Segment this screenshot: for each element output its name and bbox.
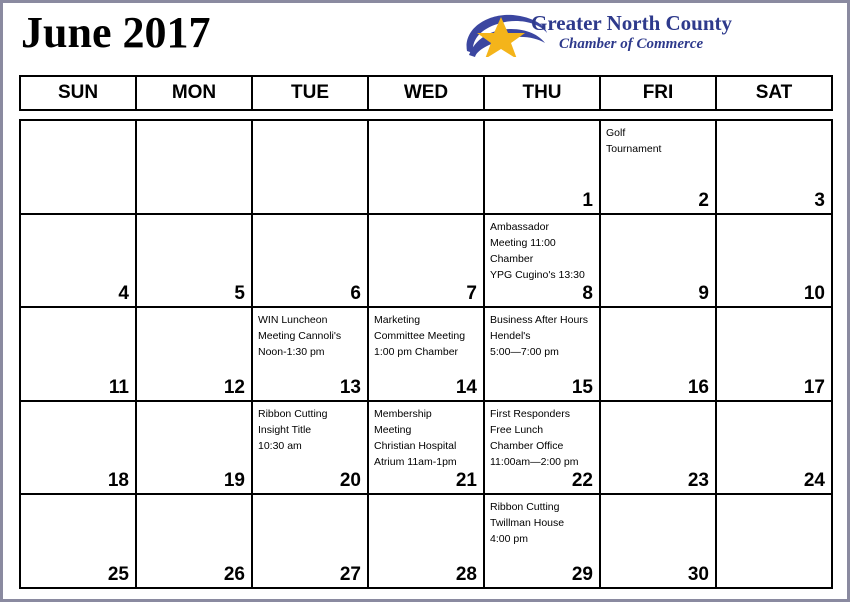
day-number: 23 (687, 470, 709, 492)
calendar-day-cell[interactable] (21, 495, 137, 587)
day-number: 25 (107, 563, 129, 585)
day-name-mon: MON (137, 77, 253, 109)
calendar-day-cell[interactable] (369, 308, 485, 400)
calendar-week-row (21, 495, 831, 587)
event-line: YPG Cugino's 13:30 (490, 268, 585, 281)
event-line: Business After Hours (490, 314, 589, 327)
calendar-day-cell[interactable] (485, 215, 601, 307)
day-number: 24 (803, 470, 825, 492)
day-number: 20 (339, 470, 361, 492)
day-number: 1 (582, 189, 593, 211)
calendar-day-cell[interactable] (601, 215, 717, 307)
event-line: Noon-1:30 pm (258, 346, 325, 359)
event-line: 1:00 pm Chamber (374, 346, 459, 359)
chamber-logo (461, 9, 771, 61)
calendar-day-cell[interactable] (601, 308, 717, 400)
day-number: 15 (571, 376, 593, 398)
day-name-tue: TUE (253, 77, 369, 109)
event-line: First Responders (490, 407, 570, 420)
day-events (258, 312, 364, 360)
logo-line-1: Greater North County (531, 11, 733, 35)
calendar-week-row (21, 215, 831, 309)
calendar-day-cell[interactable] (717, 402, 831, 494)
day-number: 26 (223, 563, 245, 585)
calendar-day-cell[interactable] (485, 402, 601, 494)
day-number: 5 (234, 283, 245, 305)
day-number: 8 (582, 283, 593, 305)
page-title: June 2017 (21, 8, 211, 57)
calendar-day-cell[interactable] (253, 402, 369, 494)
calendar-day-cell[interactable] (253, 495, 369, 587)
calendar-header (9, 7, 841, 69)
event-line: Chamber (490, 252, 534, 265)
day-number: 21 (455, 470, 477, 492)
event-line: Hendel's (490, 330, 531, 343)
logo-line-2: Chamber of Commerce (559, 36, 704, 52)
day-number: 3 (814, 189, 825, 211)
day-events (490, 406, 596, 470)
event-line: Golf (606, 127, 626, 139)
calendar-day-cell[interactable] (369, 121, 485, 213)
event-line: Atrium 11am-1pm (374, 455, 457, 468)
calendar-week-row (21, 308, 831, 402)
calendar-day-cell[interactable] (253, 215, 369, 307)
event-line: Membership (374, 407, 432, 420)
calendar-day-cell[interactable] (137, 495, 253, 587)
calendar-week-row (21, 402, 831, 496)
day-number: 13 (339, 376, 361, 398)
day-events (258, 406, 364, 454)
calendar-grid (19, 119, 833, 589)
day-number: 18 (107, 470, 129, 492)
day-number: 11 (108, 376, 129, 398)
calendar-day-cell[interactable] (717, 215, 831, 307)
logo-text (531, 11, 771, 53)
day-number: 16 (687, 376, 709, 398)
event-line: Ambassador (490, 220, 549, 233)
event-line: Twillman House (490, 517, 565, 530)
calendar-day-cell[interactable] (601, 121, 717, 213)
day-events (490, 219, 596, 283)
day-number: 22 (571, 470, 593, 492)
calendar-day-cell[interactable] (601, 402, 717, 494)
day-events (374, 406, 480, 470)
calendar-day-cell[interactable] (485, 495, 601, 587)
day-number: 27 (339, 563, 361, 585)
day-number: 29 (571, 563, 593, 585)
day-name-wed: WED (369, 77, 485, 109)
day-name-row (19, 75, 833, 111)
day-number: 10 (803, 283, 825, 305)
calendar-day-cell[interactable] (21, 215, 137, 307)
calendar-day-cell[interactable] (369, 402, 485, 494)
day-number: 4 (118, 283, 129, 305)
calendar-day-cell[interactable] (137, 308, 253, 400)
event-line: 11:00am—2:00 pm (490, 455, 579, 468)
calendar-day-cell[interactable] (137, 402, 253, 494)
day-events (490, 499, 596, 547)
event-line: 10:30 am (258, 439, 302, 452)
event-line: Chamber Office (490, 439, 564, 452)
event-line: 4:00 pm (490, 533, 528, 546)
calendar-sheet (9, 7, 841, 595)
day-events (374, 312, 480, 360)
day-number: 17 (803, 376, 825, 398)
event-line: WIN Luncheon (258, 314, 328, 327)
calendar-day-cell[interactable] (601, 495, 717, 587)
event-line: Ribbon Cutting (490, 501, 560, 514)
event-line: Meeting Cannoli's (258, 330, 342, 343)
day-number: 9 (698, 283, 709, 305)
event-line: 5:00—7:00 pm (490, 346, 559, 359)
calendar-week-row (21, 121, 831, 215)
calendar-day-cell[interactable] (253, 121, 369, 213)
day-number: 12 (223, 376, 245, 398)
calendar-day-cell[interactable] (485, 121, 601, 213)
day-number: 2 (698, 189, 709, 211)
event-line: Christian Hospital (374, 439, 457, 452)
day-name-sun: SUN (21, 77, 137, 109)
day-name-fri: FRI (601, 77, 717, 109)
event-line: Marketing (374, 314, 421, 327)
event-line: Free Lunch (490, 423, 544, 436)
day-name-thu: THU (485, 77, 601, 109)
event-line: Ribbon Cutting (258, 407, 328, 420)
calendar-day-cell[interactable] (369, 215, 485, 307)
event-line: Tournament (606, 143, 662, 155)
calendar-day-cell[interactable] (485, 308, 601, 400)
day-number: 19 (223, 470, 245, 492)
day-number: 28 (455, 563, 477, 585)
event-line: Meeting (374, 423, 412, 436)
day-number: 7 (466, 283, 477, 305)
calendar-day-cell[interactable] (253, 308, 369, 400)
calendar-day-cell[interactable] (21, 402, 137, 494)
event-line: Insight Title (258, 423, 312, 436)
day-number: 30 (687, 563, 709, 585)
day-number: 14 (455, 376, 477, 398)
day-name-sat: SAT (755, 82, 793, 103)
calendar-day-cell[interactable] (717, 308, 831, 400)
calendar-day-cell[interactable] (21, 121, 137, 213)
calendar-day-cell[interactable] (21, 308, 137, 400)
calendar-day-cell[interactable] (137, 121, 253, 213)
day-number: 6 (350, 283, 361, 305)
calendar-day-cell[interactable] (369, 495, 485, 587)
event-line: Meeting 11:00 (490, 236, 556, 249)
day-events (490, 312, 596, 360)
calendar-day-cell[interactable] (717, 121, 831, 213)
calendar-day-cell[interactable] (717, 495, 831, 587)
event-line: Committee Meeting (374, 330, 466, 343)
day-events (606, 125, 712, 157)
calendar-day-cell[interactable] (137, 215, 253, 307)
